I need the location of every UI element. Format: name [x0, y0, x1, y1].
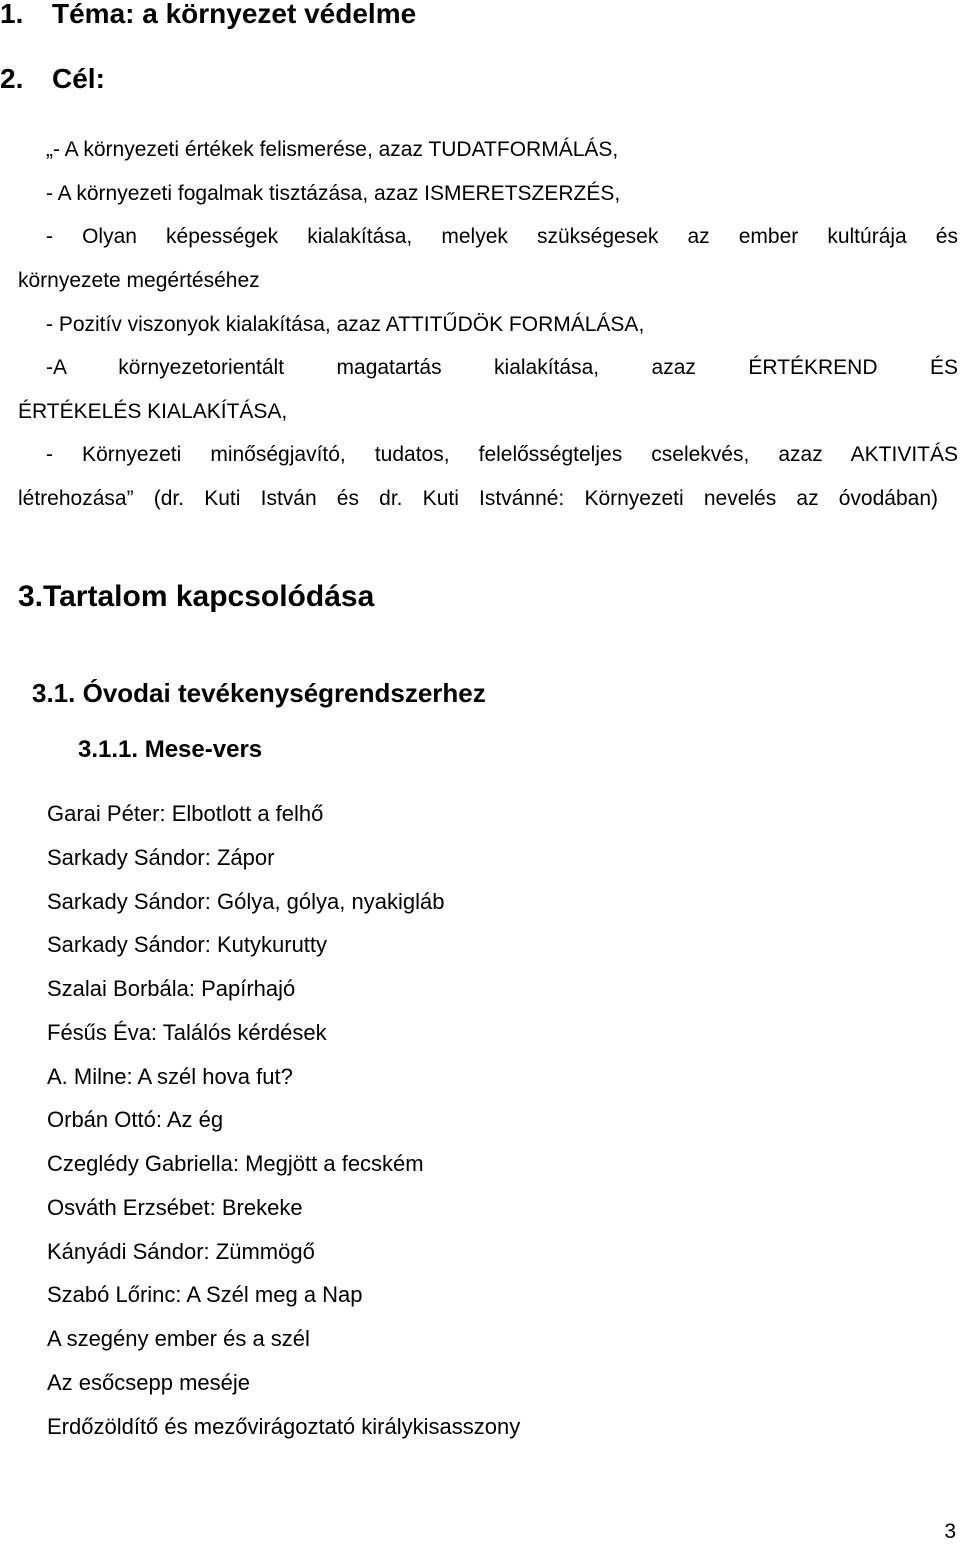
list-item: Czeglédy Gabriella: Megjött a fecském: [47, 1151, 424, 1176]
list-item: Sarkady Sándor: Kutykurutty: [47, 932, 328, 958]
heading-cel-number: 2.: [0, 63, 24, 94]
goal-line-7: ÉRTÉKELÉS KIALAKÍTÁSA,: [18, 400, 288, 423]
goal-line-5: - Pozitív viszonyok kialakítása, azaz ATTITŰDÖK FORMÁLÁSA,: [46, 313, 645, 336]
list-item: Garai Péter: Elbotlott a felhő: [47, 801, 324, 826]
list-item: Az esőcsepp meséje: [47, 1369, 250, 1395]
goal-line-4: környezete megértéséhez: [18, 269, 260, 292]
list-item: Osváth Erzsébet: Brekeke: [47, 1194, 303, 1220]
list-item: Kányádi Sándor: Zümmögő: [47, 1238, 315, 1264]
heading-mese-vers: 3.1.1. Mese-vers: [78, 736, 263, 763]
heading-tema: [0, 0, 416, 30]
goal-line-6: -A környezetorientált magatartás kialakítása, azaz ÉRTÉKREND ÉS: [46, 356, 958, 379]
mese-vers-list: [47, 800, 520, 1456]
list-item: Szalai Borbála: Papírhajó: [47, 976, 296, 1001]
heading-cel-title: Cél:: [52, 63, 105, 94]
goal-line-1: „- A környezeti értékek felismerése, azaz TUDATFORMÁLÁS,: [46, 138, 619, 161]
heading-tema-title: Téma: a környezet védelme: [52, 0, 417, 29]
list-item: A szegény ember és a szél: [47, 1326, 310, 1351]
list-item: Sarkady Sándor: Gólya, gólya, nyakigláb: [47, 888, 445, 914]
heading-ovodai: 3.1. Óvodai tevékenységrendszerhez: [32, 678, 486, 708]
heading-cel: [0, 63, 105, 95]
goal-line-9: létrehozása” (dr. Kuti István és dr. Kuti Istvánné: Környezeti nevelés az óvodában): [18, 487, 938, 510]
list-item: Szabó Lőrinc: A Szél meg a Nap: [47, 1282, 363, 1308]
goal-line-3: - Olyan képességek kialakítása, melyek szükségesek az ember kultúrája és: [46, 225, 958, 248]
page-number: 3: [944, 1520, 956, 1543]
heading-tartalom: 3.Tartalom kapcsolódása: [18, 580, 375, 613]
goal-line-2: - A környezeti fogalmak tisztázása, azaz ISMERETSZERZÉS,: [46, 182, 621, 205]
list-item: Erdőzöldítő és mezővirágoztató királykisasszony: [47, 1413, 521, 1439]
goal-line-8: - Környezeti minőségjavító, tudatos, felelősségteljes cselekvés, azaz AKTIVITÁS: [46, 443, 958, 466]
list-item: Fésűs Éva: Találós kérdések: [47, 1019, 327, 1045]
heading-tema-number: 1.: [0, 0, 24, 29]
list-item: Orbán Ottó: Az ég: [47, 1107, 224, 1133]
list-item: A. Milne: A szél hova fut?: [47, 1063, 293, 1089]
list-item: Sarkady Sándor: Zápor: [47, 844, 275, 870]
